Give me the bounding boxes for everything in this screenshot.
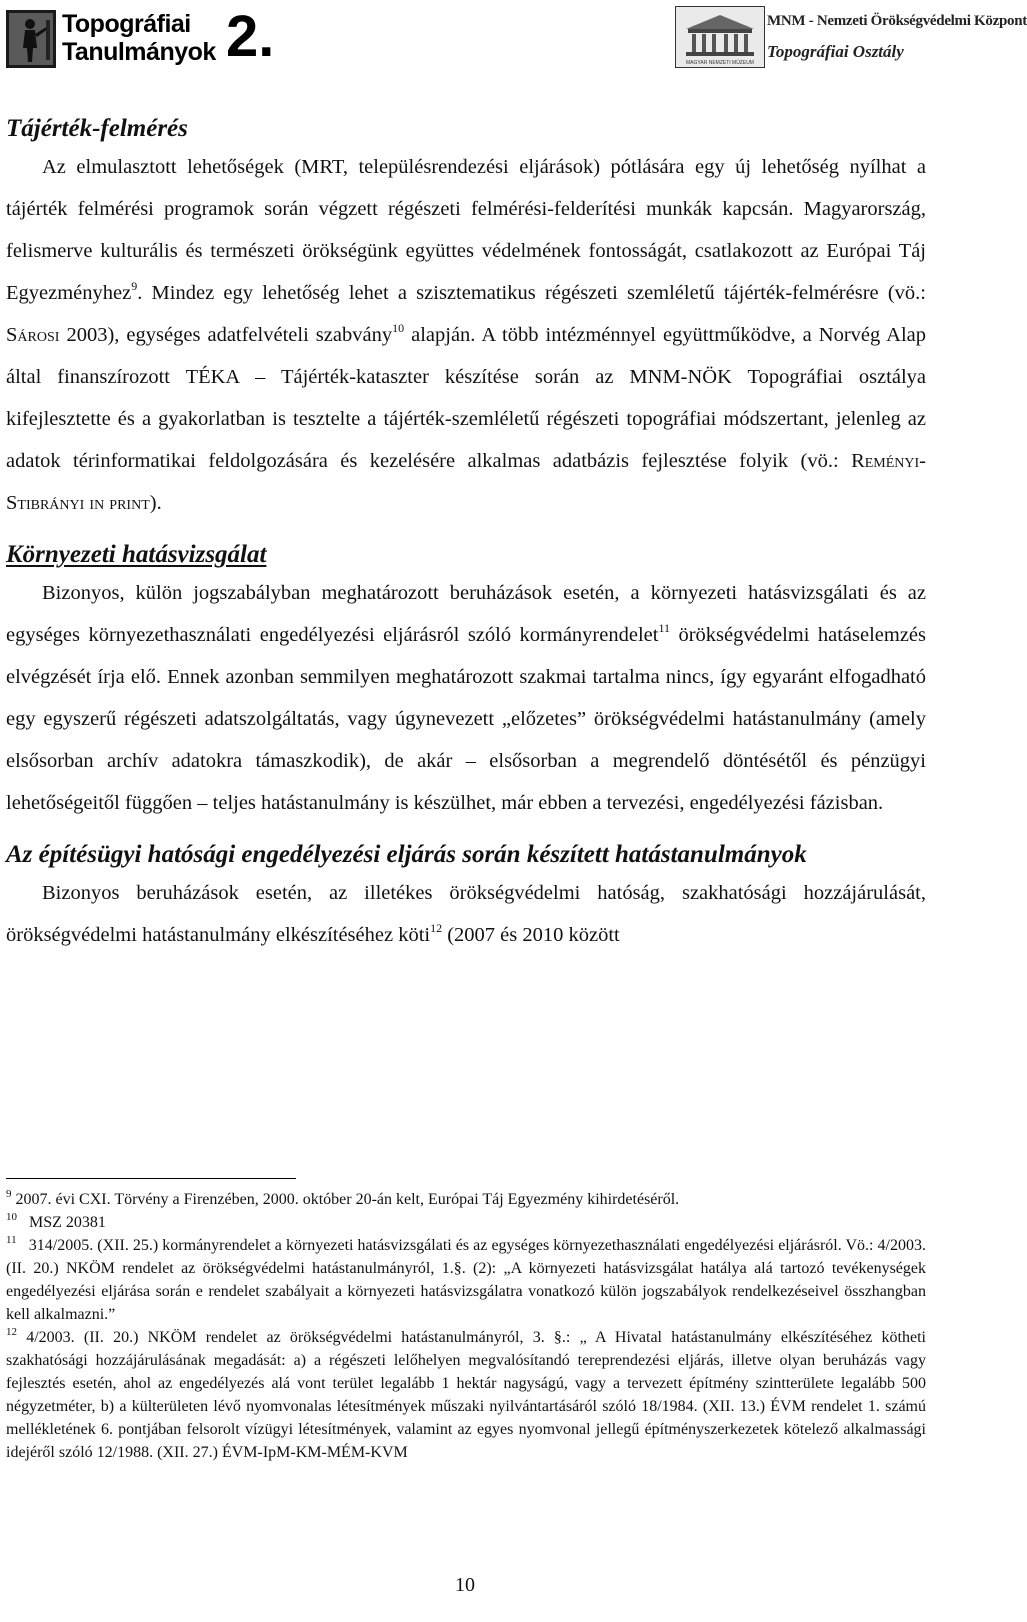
footnote-divider <box>6 1178 296 1179</box>
org-department: Topográfiai Osztály <box>767 42 904 61</box>
paragraph-epitesugyi: Bizonyos beruházások esetén, az illetékes örökségvédelmi hatóság, szakhatósági hozzájárulását, örökségvédelmi hatástanulmány elkészítéséhez köti$^{12}$ (2007 és 2010 között <box>6 882 926 946</box>
main-text <box>6 112 926 956</box>
surveyor-logo-icon <box>6 10 56 68</box>
footnotes <box>6 1188 926 1464</box>
footnote-10: $^{10}$ MSZ 20381 <box>6 1211 106 1231</box>
series-logo <box>6 4 276 70</box>
footnote-ref: 10 <box>392 321 405 335</box>
footnote-ref: 12 <box>430 921 443 935</box>
paragraph-kornyezeti: Bizonyos, külön jogszabályban meghatározott beruházások esetén, a környezeti hatásvizsgálati és az egységes környezethasználati engedélyezési eljárásról szóló kormányrendelet$^{11}$ örökségvédelmi hatáselemzés elvégzését írja elő. Ennek azonban semmilyen meghatározott szakmai tartalma nincs, így egyaránt elfogadható egy egyszerű régészeti adatszolgáltatás, vagy úgynevezett „előzetes” örökségvédelmi hatástanulmány (amely elsősorban archív adatokra támaszkodik), de akár – elsősorban a megrendelő döntésétől és pénzügyi lehetőségeitől függően – teljes hatástanulmány is készülhet, már ebben a tervezési, engedélyezési fázisban. <box>6 582 926 814</box>
footnote-ref: 9 <box>131 279 138 293</box>
paragraph-tajertek: Az elmulasztott lehetőségek (MRT, településrendezési eljárások) pótlására egy új lehetőség nyílhat a tájérték felmérési programok során végzett régészeti felmérési-felderítési munkák kapcsán. Magyarország, felismerve kulturális és természeti örökségünk együttes védelmének fontosságát, csatlakozott az Európai Táj Egyezményhez$^9$. Mindez egy lehetőség lehet a szisztematikus régészeti szemléletű tájérték-felmérésre (vö.: Sárosi 2003), egységes adatfelvételi szabvány$^{10}$ alapján. A több intézménnyel együttműködve, a Norvég Alap által finanszírozott TÉKA – Tájérték-kataszter készítése során az MNM-NÖK Topográfiai osztálya kifejlesztette és a gyakorlatban is tesztelte a tájérték-szemléletű régészeti topográfiai módszertant, jelenleg az adatok térinformatikai feldolgozására és kezelésére alkalmas adatbázis fejlesztése folyik (vö.: Reményi-Stibrányi in print). <box>6 156 927 514</box>
footnote-12: $^{12}$ 4/2003. (II. 20.) NKÖM rendelet az örökségvédelmi hatástanulmányról, 3. §.: „ A Hivatal hatástanulmány elkészítéséhez kötheti szakhatósági hozzájárulásának megadását: a) a régészeti lelőhelyen megvalósítandó tereprendezési eljárás, illetve olyan beruházás vagy fejlesztés esetén, ahol az engedélyezés alá vont terület legalább 1 hektár nagyságú, vagy a tervezett építmény szintterülete legalább 500 négyzetméter, b) a külterületen lévő nyomvonalas létesítmények műszaki nyilvántartásáról szóló 18/1984. (XII. 13.) ÉVM rendelet 1. számú mellékletének 6. pontjában felsorolt vízügyi létesítmények, valamint az egyes nyomvonal jellegű építményszerkezetek kötelező alkalmassági idejéről szóló 12/1988. (XII. 27.) ÉVM-IpM-KM-MÉM-KVM <box>6 1326 926 1461</box>
page-number: 10 <box>455 1574 475 1596</box>
museum-caption: MAGYAR NEMZETI MÚZEUM <box>686 60 754 66</box>
citation: Sárosi <box>6 324 60 346</box>
footnote-ref: 11 <box>658 621 671 635</box>
footnote-11: $^{11}$ 314/2005. (XII. 25.) kormányrendelet a környezeti hatásvizsgálati és az egységes környezethasználati engedélyezési eljárásról. Vö.: 4/2003. (II. 20.) NKÖM rendelet az örökségvédelmi hatástanulmányról, 1.§. (2): „A környezeti hatásvizsgálat hatálya alá tartozó tevékenységek engedélyezési eljárása során e rendelet szabályait a környezeti hatásvizsgálatra vonatkozó külön jogszabályok rendelkezéseivel összhangban kell alkalmazni.” <box>6 1234 927 1323</box>
footnote-9: $^9$ 2007. évi CXI. Törvény a Firenzében, 2000. október 20-án kelt, Európai Táj Egyezmény kihirdetéséről. <box>6 1188 680 1208</box>
section-title-kornyezeti: Környezeti hatásvizsgálat <box>6 541 267 568</box>
section-title-epitesugyi: Az építésügyi hatósági engedélyezési eljárás során készített hatástanulmányok <box>6 841 807 868</box>
series-title-line2: Tanulmányok <box>62 38 216 66</box>
page-header <box>0 0 1027 80</box>
citation: Reményi-Stibrányi in print <box>6 450 926 514</box>
org-name: MNM - Nemzeti Örökségvédelmi Központ <box>767 13 1027 29</box>
museum-building-icon <box>675 6 765 68</box>
series-title-line1: Topográfiai <box>62 10 191 38</box>
institution-logo <box>675 6 1027 70</box>
series-title <box>62 10 216 66</box>
issue-number: 2. <box>226 4 275 69</box>
section-title-tajertek: Tájérték-felmérés <box>6 115 188 142</box>
